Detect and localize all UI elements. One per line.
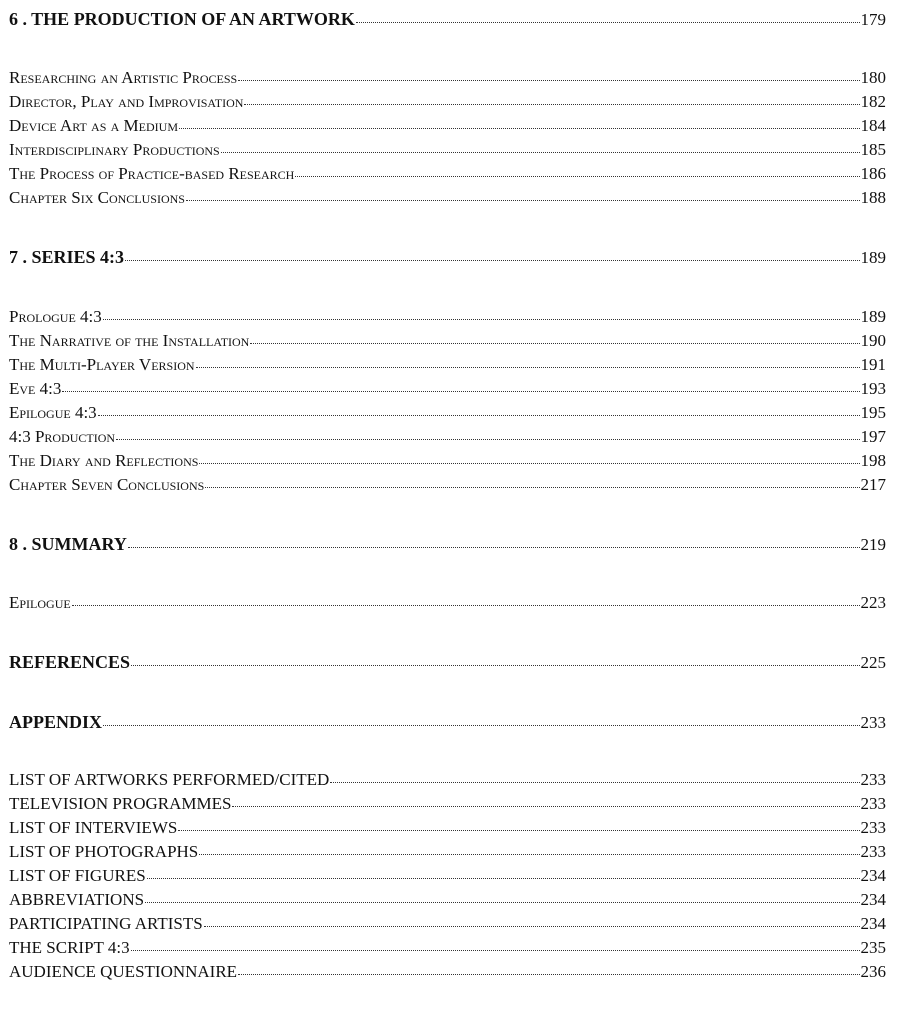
toc-entry-title: 7 . SERIES 4:3 xyxy=(9,247,125,267)
dot-leader xyxy=(98,415,860,416)
toc-entry[interactable] xyxy=(9,402,886,424)
toc-entry[interactable] xyxy=(9,817,886,839)
toc-entry-chapter-8[interactable] xyxy=(9,533,886,556)
dot-leader xyxy=(204,926,860,927)
toc-entry[interactable] xyxy=(9,163,886,185)
dot-leader xyxy=(238,80,859,81)
toc-entry-page: 195 xyxy=(860,403,886,422)
dot-leader xyxy=(62,391,859,392)
dot-leader xyxy=(250,343,859,344)
toc-entry-title: 8 . SUMMARY xyxy=(9,534,127,554)
toc-entry[interactable] xyxy=(9,865,886,887)
toc-entry[interactable] xyxy=(9,426,886,448)
toc-entry-page: 182 xyxy=(860,92,886,111)
toc-entry-title: ABBREVIATIONS xyxy=(9,890,145,909)
toc-entry-page: 233 xyxy=(860,842,886,861)
toc-entry-references[interactable] xyxy=(9,651,886,674)
toc-entry-title: Epilogue 4:3 xyxy=(9,403,97,422)
dot-leader xyxy=(199,854,859,855)
toc-entry-title: LIST OF FIGURES xyxy=(9,866,146,885)
toc-entry-title: Researching an Artistic Process xyxy=(9,68,238,87)
toc-entry-page: 180 xyxy=(860,68,886,87)
dot-leader xyxy=(221,152,860,153)
dot-leader xyxy=(244,104,859,105)
toc-entry-page: 234 xyxy=(860,890,886,909)
dot-leader xyxy=(103,725,860,726)
toc-entry[interactable] xyxy=(9,450,886,472)
toc-entry-page: 198 xyxy=(860,451,886,470)
toc-entry-page: 235 xyxy=(860,938,886,957)
toc-entry-title: Device Art as a Medium xyxy=(9,116,179,135)
toc-entry-page: 188 xyxy=(860,188,886,207)
toc-entry-page: 189 xyxy=(860,307,886,326)
dot-leader xyxy=(196,367,860,368)
dot-leader xyxy=(199,463,859,464)
toc-entry-page: 233 xyxy=(860,713,886,732)
toc-entry[interactable] xyxy=(9,378,886,400)
toc-entry-title: The Multi-Player Version xyxy=(9,355,195,374)
toc-entry[interactable] xyxy=(9,793,886,815)
toc-entry-page: 233 xyxy=(860,794,886,813)
toc-entry-title: REFERENCES xyxy=(9,652,131,672)
dot-leader xyxy=(145,902,859,903)
toc-entry-page: 197 xyxy=(860,427,886,446)
dot-leader xyxy=(232,806,859,807)
toc-entry[interactable] xyxy=(9,306,886,328)
dot-leader xyxy=(330,782,859,783)
toc-entry-page: 219 xyxy=(860,535,886,554)
toc-entry-page: 184 xyxy=(860,116,886,135)
toc-entry-title: THE SCRIPT 4:3 xyxy=(9,938,130,957)
dot-leader xyxy=(72,605,860,606)
toc-entry-title: The Diary and Reflections xyxy=(9,451,199,470)
toc-entry-page: 225 xyxy=(860,653,886,672)
toc-entry-title: Chapter Six Conclusions xyxy=(9,188,185,207)
toc-entry[interactable] xyxy=(9,187,886,209)
toc-entry[interactable] xyxy=(9,961,886,983)
toc-entry-title: 4:3 Production xyxy=(9,427,116,446)
toc-entry-title: LIST OF PHOTOGRAPHS xyxy=(9,842,199,861)
toc-entry-title: Director, Play and Improvisation xyxy=(9,92,244,111)
toc-entry[interactable] xyxy=(9,91,886,113)
toc-entry-title: LIST OF ARTWORKS PERFORMED/CITED xyxy=(9,770,330,789)
toc-entry-page: 186 xyxy=(860,164,886,183)
toc-entry[interactable] xyxy=(9,354,886,376)
toc-entry-page: 234 xyxy=(860,914,886,933)
dot-leader xyxy=(205,487,859,488)
toc-entry-title: APPENDIX xyxy=(9,712,102,732)
dot-leader xyxy=(178,830,859,831)
toc-entry-page: 233 xyxy=(860,818,886,837)
toc-entry[interactable] xyxy=(9,330,886,352)
toc-entry-title: AUDIENCE QUESTIONNAIRE xyxy=(9,962,238,981)
toc-entry-title: PARTICIPATING ARTISTS xyxy=(9,914,203,933)
dot-leader xyxy=(356,22,860,23)
toc-entry-title: Chapter Seven Conclusions xyxy=(9,475,205,494)
dot-leader xyxy=(131,950,860,951)
toc-entry[interactable] xyxy=(9,841,886,863)
toc-entry[interactable] xyxy=(9,889,886,911)
toc-entry-page: 223 xyxy=(860,593,886,612)
toc-entry-epilogue[interactable] xyxy=(9,592,886,614)
toc-entry-title: Eve 4:3 xyxy=(9,379,62,398)
toc-entry[interactable] xyxy=(9,913,886,935)
dot-leader xyxy=(116,439,859,440)
toc-entry-title: Interdisciplinary Productions xyxy=(9,140,220,159)
dot-leader xyxy=(128,547,860,548)
toc-entry[interactable] xyxy=(9,139,886,161)
toc-entry-page: 193 xyxy=(860,379,886,398)
toc-entry-chapter-7[interactable] xyxy=(9,246,886,269)
toc-entry-page: 189 xyxy=(860,248,886,267)
toc-entry-title: Epilogue xyxy=(9,593,71,612)
dot-leader xyxy=(103,319,860,320)
dot-leader xyxy=(179,128,859,129)
dot-leader xyxy=(147,878,860,879)
toc-entry-page: 191 xyxy=(860,355,886,374)
toc-entry-page: 233 xyxy=(860,770,886,789)
toc-entry-page: 190 xyxy=(860,331,886,350)
toc-entry-title: The Narrative of the Installation xyxy=(9,331,250,350)
toc-entry-page: 236 xyxy=(860,962,886,981)
dot-leader xyxy=(295,176,859,177)
toc-entry-title: Prologue 4:3 xyxy=(9,307,102,326)
toc-entry-title: 6 . THE PRODUCTION OF AN ARTWORK xyxy=(9,9,355,29)
dot-leader xyxy=(238,974,859,975)
toc-entry[interactable] xyxy=(9,474,886,496)
toc-entry-title: The Process of Practice-based Research xyxy=(9,164,295,183)
toc-entry[interactable] xyxy=(9,937,886,959)
toc-entry-title: TELEVISION PROGRAMMES xyxy=(9,794,232,813)
toc-entry-page: 179 xyxy=(860,10,886,29)
toc-entry-page: 217 xyxy=(860,475,886,494)
toc-entry-appendix[interactable] xyxy=(9,711,886,734)
toc-entry-page: 185 xyxy=(860,140,886,159)
dot-leader xyxy=(186,200,860,201)
toc-entry[interactable] xyxy=(9,67,886,89)
toc-entry[interactable] xyxy=(9,769,886,791)
toc-entry-chapter-6[interactable] xyxy=(9,8,886,31)
toc-entry-title: LIST OF INTERVIEWS xyxy=(9,818,178,837)
dot-leader xyxy=(125,260,859,261)
toc-entry-page: 234 xyxy=(860,866,886,885)
toc-entry[interactable] xyxy=(9,115,886,137)
dot-leader xyxy=(131,665,859,666)
